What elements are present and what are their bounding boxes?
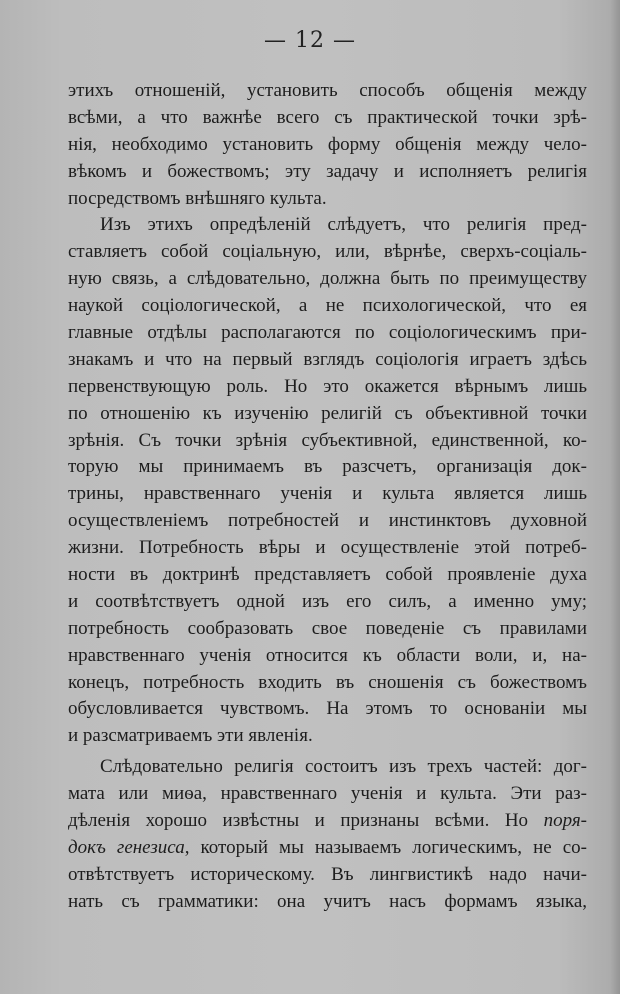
text-line bbox=[68, 562, 587, 589]
text-line bbox=[68, 835, 587, 862]
text-span: нравственнаго ученія относится къ области воли, и, на- bbox=[68, 644, 587, 666]
text-span: , который мы называемъ логическимъ, не со- bbox=[184, 836, 587, 858]
text-line bbox=[68, 105, 587, 132]
text-line bbox=[68, 239, 587, 266]
text-span: нія, необходимо установить форму общенія между чело- bbox=[68, 133, 587, 155]
text-span: ности въ доктринѣ представляетъ собой проявленіе духа bbox=[68, 564, 587, 586]
text-line bbox=[68, 481, 587, 508]
text-line bbox=[68, 159, 587, 186]
text-line bbox=[68, 754, 587, 781]
text-span: знакамъ и что на первый взглядъ соціологія играетъ здѣсь bbox=[68, 348, 587, 370]
text-line bbox=[68, 723, 587, 750]
text-line bbox=[68, 535, 587, 562]
text-span: всѣми, а что важнѣе всего съ практической точки зрѣ- bbox=[68, 106, 587, 128]
text-line bbox=[68, 616, 587, 643]
text-line bbox=[68, 212, 587, 239]
text-line bbox=[68, 186, 587, 213]
text-span: осуществленіемъ потребностей и инстинктовъ духовной bbox=[68, 510, 587, 532]
text-span: потребность сообразовать свое поведеніе съ правилами bbox=[68, 617, 587, 639]
italic-text: поря- bbox=[543, 810, 587, 832]
text-span: торую мы принимаемъ въ разсчетъ, организація док- bbox=[68, 456, 587, 478]
text-span: наукой соціологической, а не психологической, что ея bbox=[68, 295, 587, 317]
text-span: по отношенію къ изученію религій съ объективной точки bbox=[68, 402, 587, 424]
text-line bbox=[68, 293, 587, 320]
text-span: первенствующую роль. Но это окажется вѣрнымъ лишь bbox=[68, 375, 587, 397]
text-span: ную связь, а слѣдовательно, должна быть по преимуществу bbox=[68, 268, 587, 290]
text-span: обусловливается чувствомъ. На этомъ то основаніи мы bbox=[68, 698, 587, 720]
text-line bbox=[68, 696, 587, 723]
body-text bbox=[68, 78, 587, 916]
text-span: этихъ отношеній, установить способъ общенія между bbox=[68, 80, 587, 101]
text-line bbox=[68, 401, 587, 428]
text-span: конецъ, потребность входить въ сношенія съ божествомъ bbox=[68, 671, 587, 693]
text-line bbox=[68, 643, 587, 670]
text-span: мата или миѳа, нравственнаго ученія и культа. Эти раз- bbox=[68, 783, 587, 805]
text-span: трины, нравственнаго ученія и культа является лишь bbox=[68, 483, 587, 505]
text-line bbox=[68, 428, 587, 455]
text-line bbox=[68, 78, 587, 105]
text-line bbox=[68, 808, 587, 835]
text-span: главные отдѣлы располагаются по соціологическимъ при- bbox=[68, 322, 587, 344]
text-line bbox=[68, 347, 587, 374]
text-span: и разсматриваемъ эти явленія. bbox=[68, 725, 313, 747]
text-line bbox=[68, 454, 587, 481]
page-edge-shadow bbox=[610, 0, 620, 994]
text-line bbox=[68, 132, 587, 159]
text-span: зрѣнія. Съ точки зрѣнія субъективной, единственной, ко- bbox=[68, 429, 587, 451]
text-span: дѣленія хорошо извѣстны и признаны всѣми. Но bbox=[68, 810, 544, 832]
text-line bbox=[68, 374, 587, 401]
text-span: посредствомъ внѣшняго культа. bbox=[68, 187, 327, 209]
text-span: и соотвѣтствуетъ одной изъ его силъ, а именно уму; bbox=[68, 590, 587, 612]
text-line bbox=[68, 670, 587, 697]
text-span: отвѣтствуетъ историческому. Въ лингвистикѣ надо начи- bbox=[68, 863, 587, 885]
text-span: вѣкомъ и божествомъ; эту задачу и исполняетъ религія bbox=[68, 160, 587, 182]
text-line bbox=[68, 266, 587, 293]
page-number: — 12 — bbox=[264, 28, 356, 53]
text-line bbox=[68, 889, 587, 916]
text-line bbox=[68, 320, 587, 347]
text-span: Слѣдовательно религія состоитъ изъ трехъ частей: дог- bbox=[100, 756, 587, 778]
text-span: жизни. Потребность вѣры и осуществленіе этой потреб- bbox=[68, 537, 587, 559]
text-span: Изъ этихъ опредѣленій слѣдуетъ, что религія пред- bbox=[100, 214, 587, 236]
text-span: нать съ грамматики: она учитъ насъ формамъ языка, bbox=[68, 890, 587, 912]
text-line bbox=[68, 589, 587, 616]
text-line bbox=[68, 508, 587, 535]
text-span: ставляетъ собой соціальную, или, вѣрнѣе, сверхъ-соціаль- bbox=[68, 241, 587, 263]
text-line bbox=[68, 781, 587, 808]
text-line bbox=[68, 862, 587, 889]
italic-text: докъ генезиса bbox=[68, 836, 185, 858]
